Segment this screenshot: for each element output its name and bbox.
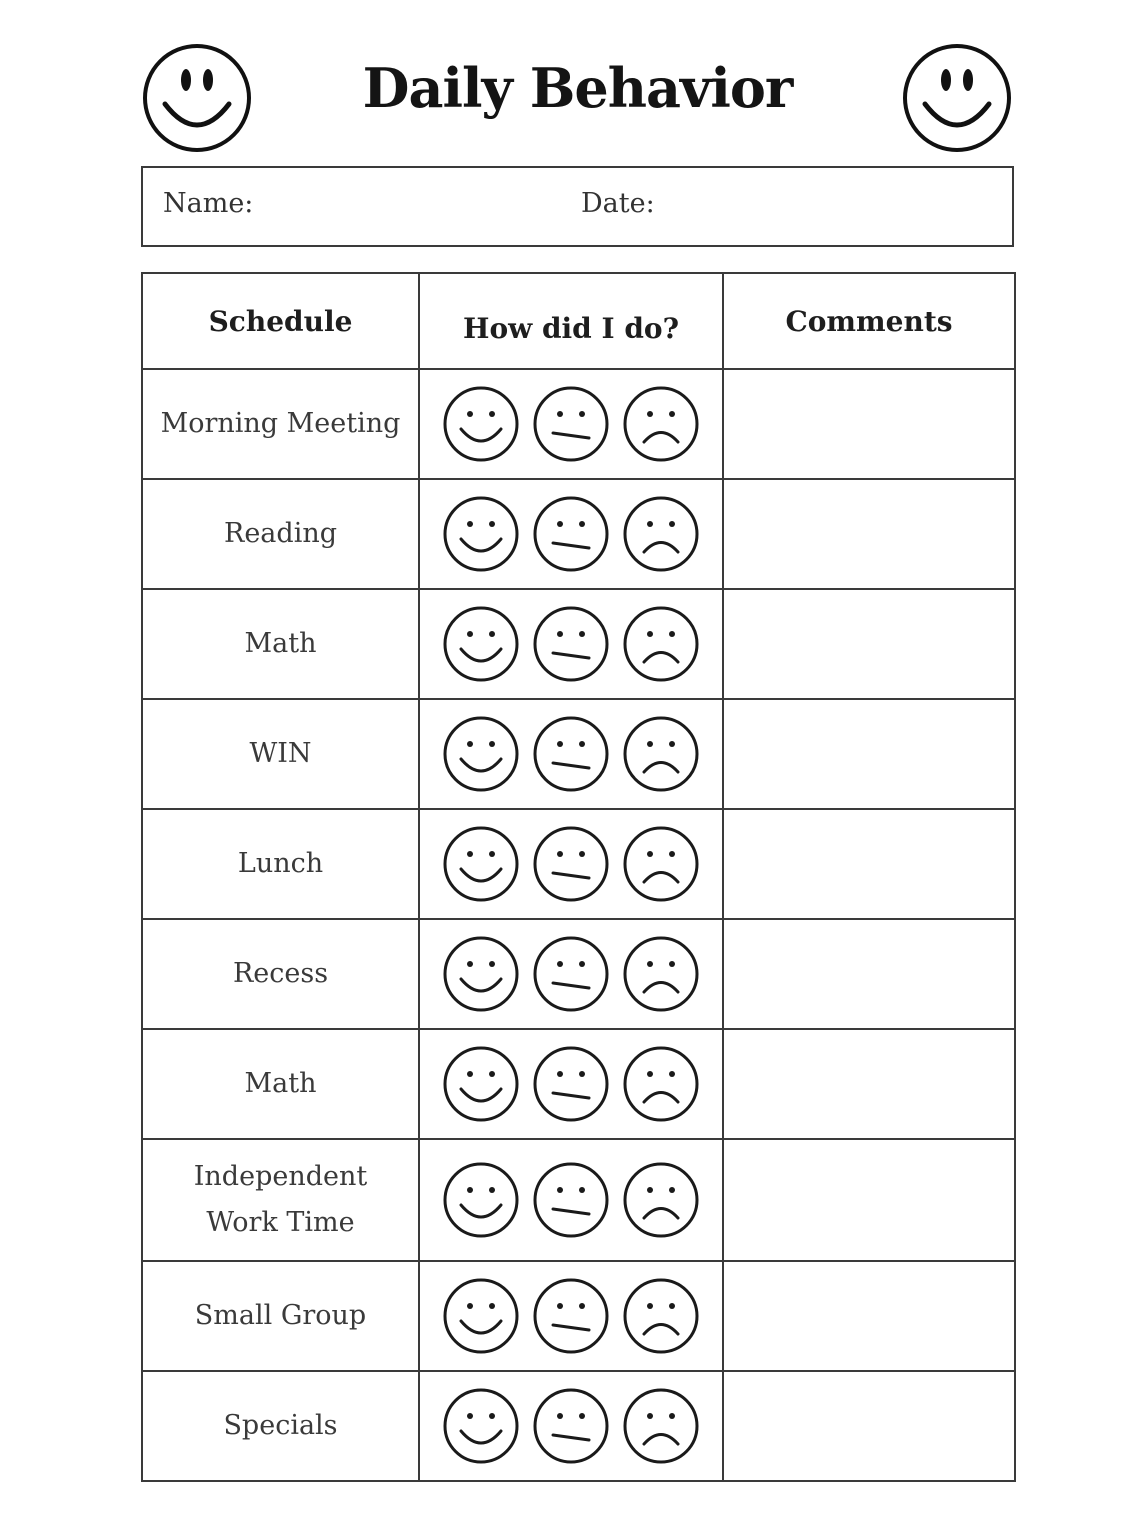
sad-face-icon[interactable] — [622, 715, 700, 793]
table-row — [142, 809, 1015, 919]
sad-face-icon[interactable] — [622, 1161, 700, 1239]
sad-face-icon[interactable] — [622, 605, 700, 683]
rating-cell — [419, 1029, 723, 1139]
table-row — [142, 1371, 1015, 1481]
neutral-face-icon[interactable] — [532, 1277, 610, 1355]
schedule-cell: Specials — [142, 1371, 419, 1481]
happy-face-icon[interactable] — [442, 1161, 520, 1239]
rating-cell — [419, 369, 723, 479]
table-row — [142, 1139, 1015, 1261]
page-title: Daily Behavior — [362, 56, 793, 120]
table-row — [142, 479, 1015, 589]
comments-cell[interactable] — [723, 1371, 1015, 1481]
schedule-cell: Reading — [142, 479, 419, 589]
happy-face-icon[interactable] — [442, 825, 520, 903]
name-label: Name: — [163, 188, 254, 219]
schedule-cell: WIN — [142, 699, 419, 809]
sad-face-icon[interactable] — [622, 495, 700, 573]
table-row — [142, 589, 1015, 699]
happy-face-icon[interactable] — [442, 1387, 520, 1465]
happy-face-icon[interactable] — [442, 605, 520, 683]
comments-cell[interactable] — [723, 1261, 1015, 1371]
rating-cell — [419, 589, 723, 699]
schedule-cell: Math — [142, 1029, 419, 1139]
comments-cell[interactable] — [723, 809, 1015, 919]
schedule-cell: Lunch — [142, 809, 419, 919]
happy-face-icon[interactable] — [442, 1045, 520, 1123]
happy-face-icon[interactable] — [442, 715, 520, 793]
column-header-schedule: Schedule — [142, 273, 419, 369]
sad-face-icon[interactable] — [622, 1045, 700, 1123]
sad-face-icon[interactable] — [622, 1387, 700, 1465]
schedule-cell: Recess — [142, 919, 419, 1029]
sad-face-icon[interactable] — [622, 1277, 700, 1355]
neutral-face-icon[interactable] — [532, 385, 610, 463]
schedule-cell: Independent Work Time — [142, 1139, 419, 1261]
happy-face-icon[interactable] — [442, 495, 520, 573]
behavior-table — [141, 272, 1016, 1482]
sad-face-icon[interactable] — [622, 825, 700, 903]
table-row — [142, 699, 1015, 809]
neutral-face-icon[interactable] — [532, 825, 610, 903]
rating-cell — [419, 699, 723, 809]
comments-cell[interactable] — [723, 919, 1015, 1029]
column-header-comments: Comments — [723, 273, 1015, 369]
neutral-face-icon[interactable] — [532, 1387, 610, 1465]
table-row — [142, 919, 1015, 1029]
comments-cell[interactable] — [723, 1139, 1015, 1261]
sad-face-icon[interactable] — [622, 385, 700, 463]
happy-face-icon[interactable] — [442, 1277, 520, 1355]
happy-face-icon[interactable] — [442, 385, 520, 463]
table-row — [142, 1029, 1015, 1139]
name-date-box[interactable] — [141, 166, 1014, 247]
rating-cell — [419, 1261, 723, 1371]
schedule-cell: Morning Meeting — [142, 369, 419, 479]
sad-face-icon[interactable] — [622, 935, 700, 1013]
rating-cell — [419, 479, 723, 589]
schedule-cell: Small Group — [142, 1261, 419, 1371]
comments-cell[interactable] — [723, 1029, 1015, 1139]
column-header-how-did-i-do: How did I do? — [419, 273, 723, 369]
table-row — [142, 369, 1015, 479]
date-label: Date: — [581, 188, 655, 219]
neutral-face-icon[interactable] — [532, 1045, 610, 1123]
rating-cell — [419, 1371, 723, 1481]
table-row — [142, 1261, 1015, 1371]
neutral-face-icon[interactable] — [532, 1161, 610, 1239]
schedule-cell: Math — [142, 589, 419, 699]
neutral-face-icon[interactable] — [532, 935, 610, 1013]
neutral-face-icon[interactable] — [532, 495, 610, 573]
comments-cell[interactable] — [723, 589, 1015, 699]
comments-cell[interactable] — [723, 369, 1015, 479]
rating-cell — [419, 919, 723, 1029]
neutral-face-icon[interactable] — [532, 715, 610, 793]
happy-face-icon[interactable] — [442, 935, 520, 1013]
rating-cell — [419, 809, 723, 919]
comments-cell[interactable] — [723, 699, 1015, 809]
neutral-face-icon[interactable] — [532, 605, 610, 683]
rating-cell — [419, 1139, 723, 1261]
comments-cell[interactable] — [723, 479, 1015, 589]
